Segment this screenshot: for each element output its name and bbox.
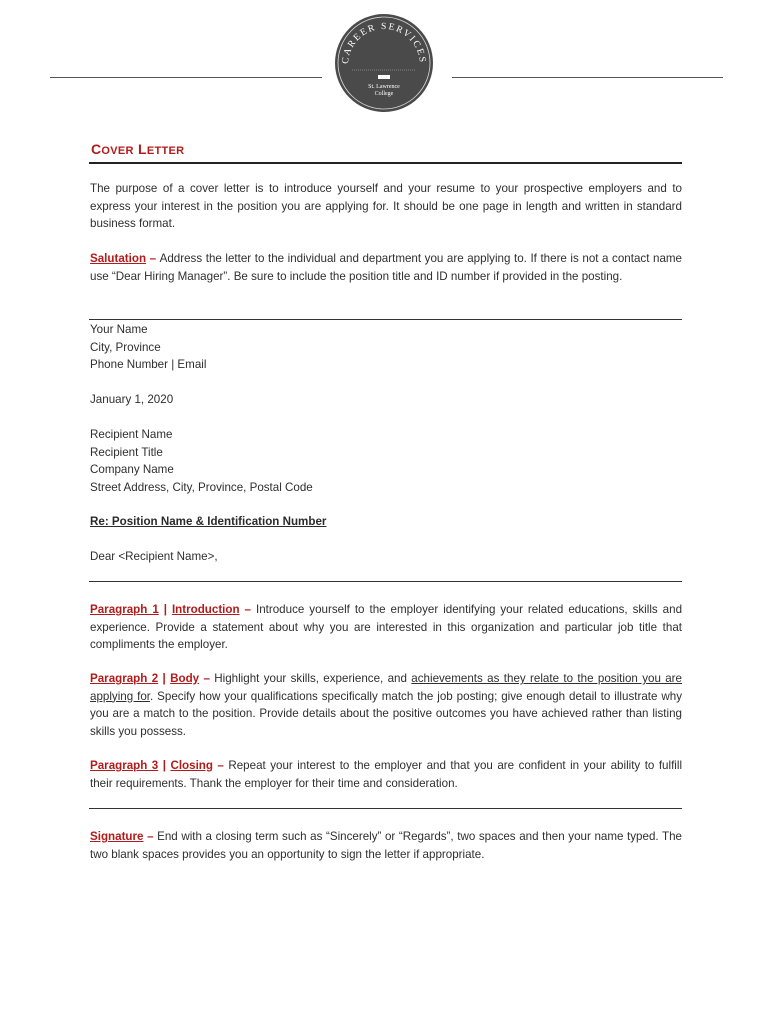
career-services-seal-logo: [334, 13, 434, 113]
salutation-paragraph: [90, 250, 682, 285]
closing-rule: [89, 808, 682, 809]
paragraph-3-sep: |: [158, 759, 171, 772]
paragraph-1-sublabel: Introduction: [171, 603, 240, 616]
paragraph-2-text-b: . Specify how your qualifications specifically match the job posting; give enough detail to illustrate why you are a match to the position. Provide details about the positive outcomes you have achieved rather than listing skills you possess.: [90, 689, 682, 738]
paragraph-1-text: Introduce yourself to the employer identifying your related educations, skills and experience. Provide a statement about why you are interested in this organization and particular job title that compliments the employer.: [90, 603, 683, 651]
greeting: Dear <Recipient Name>,: [90, 550, 218, 563]
re-line-text: Re: Position Name & Identification Number: [90, 515, 327, 528]
paragraph-3-dash: –: [212, 759, 229, 772]
header-rule-right: [452, 77, 723, 78]
paragraph-1-dash: –: [239, 603, 256, 616]
paragraph-2-dash: –: [199, 672, 215, 685]
salutation-dash: –: [146, 252, 160, 265]
signature-guide: [90, 828, 682, 863]
paragraph-1-sep: |: [158, 603, 172, 616]
paragraph-1-label: Paragraph 1: [90, 603, 159, 616]
greeting-rule: [89, 581, 682, 582]
sender-name: Your Name: [90, 323, 148, 336]
paragraph-1-guide: [90, 601, 682, 654]
seal-arc-text: CAREER SERVICES: [340, 21, 428, 65]
recipient-address: Street Address, City, Province, Postal Code: [90, 480, 313, 494]
re-line: [90, 513, 682, 531]
title-cap-1: C: [91, 141, 102, 157]
seal-college-line1: St. Lawrence: [368, 84, 400, 90]
paragraph-2-label: Paragraph 2: [90, 672, 159, 685]
paragraph-2-sublabel: Body: [170, 672, 200, 685]
seal-college-line2: College: [374, 91, 394, 97]
paragraph-2-text-a: Highlight your skills, experience, and: [214, 672, 412, 685]
title-rule: [89, 162, 682, 164]
sender-contact: Phone Number | Email: [90, 358, 207, 371]
paragraph-3-guide: [90, 757, 682, 792]
header-rule-left: [50, 77, 322, 78]
recipient-name: Recipient Name: [90, 428, 173, 441]
signature-dash: –: [143, 830, 158, 843]
paragraph-2-text-underlined: achievements as they relate to the position you are applying for: [90, 672, 682, 703]
signature-label: Signature: [90, 830, 144, 843]
paragraph-3-sublabel: Closing: [170, 759, 213, 772]
recipient-company: Company Name: [90, 463, 174, 476]
title-rest-2: ETTER: [146, 145, 185, 157]
title-rest-1: OVER: [101, 145, 134, 157]
paragraph-2-sep: |: [158, 672, 171, 685]
letter-date: January 1, 2020: [90, 393, 174, 406]
title-cap-2: L: [138, 141, 147, 157]
salutation-text: Address the letter to the individual and department you are applying to. If there is not a contact name use “Dear Hiring Manager”. Be sure to include the position title and ID number if provided in the posting.: [90, 252, 683, 283]
sender-city: City, Province: [90, 340, 161, 354]
paragraph-3-text: Repeat your interest to the employer and that you are confident in your ability to fulfill their requirements. Thank the employer for their time and consideration.: [90, 759, 683, 790]
seal-emblem-icon: [378, 75, 390, 79]
page-title: [91, 141, 184, 157]
paragraph-3-label: Paragraph 3: [90, 759, 159, 772]
paragraph-2-guide: [90, 670, 682, 740]
salutation-label: Salutation: [90, 252, 147, 265]
salutation-rule: [89, 319, 682, 320]
recipient-block: [90, 426, 682, 496]
recipient-title: Recipient Title: [90, 445, 163, 459]
intro-paragraph: The purpose of a cover letter is to introduce yourself and your resume to your prospective employers and to express your interest in the position you are applying for. It should be one page in length and written in standard business format.: [90, 182, 682, 230]
sender-block: [90, 321, 682, 374]
signature-text: End with a closing term such as “Sincerely” or “Regards”, two spaces and then your name typed. The two blank spaces provides you an opportunity to sign the letter if appropriate.: [90, 830, 682, 861]
